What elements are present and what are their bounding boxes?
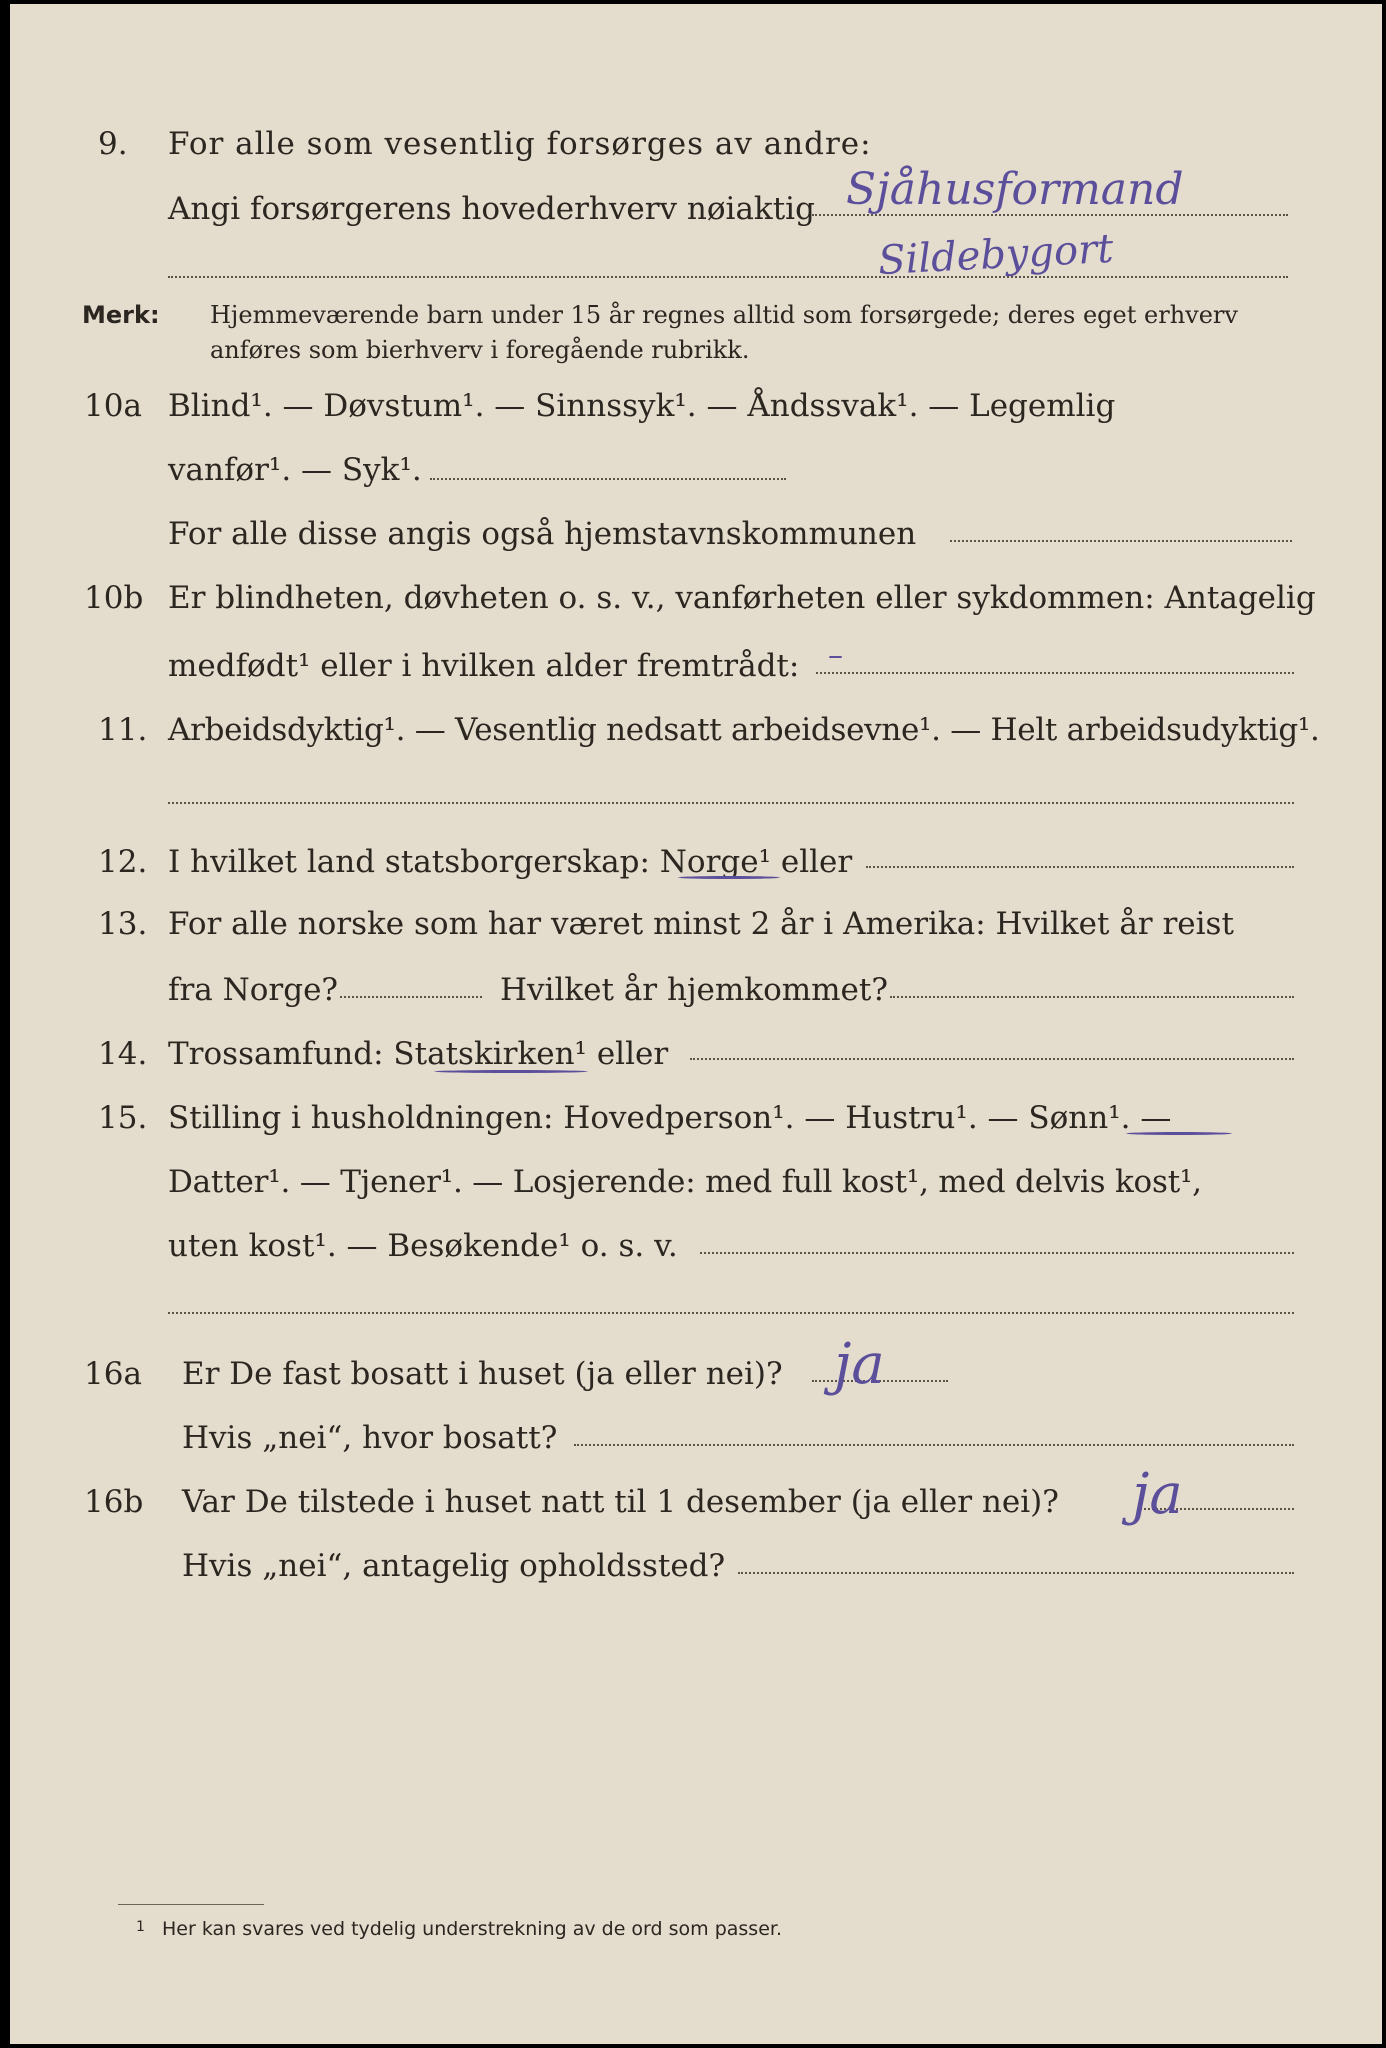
q12-line1: I hvilket land statsborgerskap: Norge¹ eller (168, 844, 853, 880)
q12-number: 12. (98, 844, 148, 880)
q11-number: 11. (98, 712, 148, 748)
q9-number: 9. (98, 126, 128, 162)
q16b-line1: Var De tilstede i huset natt til 1 desember (ja eller nei)? (182, 1484, 1059, 1520)
q13-line2b: Hvilket år hjemkommet? (500, 972, 888, 1008)
q10a-line3: For alle disse angis også hjemstavnskommunen (168, 516, 917, 552)
q16b-line2: Hvis „nei“, antagelig opholdssted? (182, 1548, 726, 1584)
merk-label: Merk: (82, 301, 160, 329)
q11-line1: Arbeidsdyktig¹. — Vesentlig nedsatt arbeidsevne¹. — Helt arbeidsudyktig¹. (168, 712, 1320, 748)
q14-dotted-line (690, 1058, 1294, 1060)
q14-line1: Trossamfund: Statskirken¹ eller (168, 1036, 669, 1072)
q14-number: 14. (98, 1036, 148, 1072)
q16b-dotted-line-2 (738, 1572, 1294, 1574)
footnote-text: Her kan svares ved tydelig understrekning av de ord som passer. (162, 1918, 782, 1940)
q9-handwritten-place: Sildebygort (876, 225, 1115, 285)
q14-statskirken-underline (434, 1070, 588, 1073)
q16a-number: 16a (84, 1356, 142, 1392)
footnote-mark: 1 (136, 1919, 145, 1935)
q9-line2: Angi forsørgerens hovederhverv nøiaktig (168, 191, 815, 227)
q16a-line2: Hvis „nei“, hvor bosatt? (182, 1420, 558, 1456)
q15-line3: uten kost¹. — Besøkende¹ o. s. v. (168, 1228, 678, 1264)
q10a-dotted-line-2 (950, 540, 1292, 542)
q10a-line1: Blind¹. — Døvstum¹. — Sinnssyk¹. — Åndssvak¹. — Legemlig (168, 388, 1116, 424)
q10b-dotted-line (816, 672, 1294, 674)
q10b-number: 10b (84, 580, 144, 616)
q16a-dotted-line-2 (574, 1444, 1294, 1446)
q15-line1: Stilling i husholdningen: Hovedperson¹. — Hustru¹. — Sønn¹. — (168, 1100, 1172, 1136)
census-form-page (10, 4, 1382, 2044)
q9-dotted-line-2 (168, 276, 1288, 278)
merk-line1: Hjemmeværende barn under 15 år regnes alltid som forsørgede; deres eget erhverv (210, 301, 1238, 329)
q15-line2: Datter¹. — Tjener¹. — Losjerende: med full kost¹, med delvis kost¹, (168, 1164, 1202, 1200)
q10a-number: 10a (84, 388, 142, 424)
q9-handwritten-occupation: Sjåhusformand (846, 164, 1184, 215)
q15-number: 15. (98, 1100, 148, 1136)
q13-line2a: fra Norge? (168, 972, 339, 1008)
q10b-handwritten-dash: – (828, 638, 843, 673)
q13-number: 13. (98, 906, 148, 942)
q13-dotted-line-2 (890, 996, 1294, 998)
q10b-line1: Er blindheten, døvheten o. s. v., vanførheten eller sykdommen: Antagelig (168, 580, 1316, 616)
q16a-handwritten-answer: ja (834, 1332, 885, 1397)
q16b-handwritten-answer: ja (1132, 1462, 1183, 1527)
q15-dotted-line-2 (168, 1312, 1294, 1314)
q16a-line1: Er De fast bosatt i huset (ja eller nei)? (182, 1356, 783, 1392)
q12-norge-underline (678, 876, 780, 879)
q15-sonn-underline (1126, 1132, 1232, 1135)
q10a-line2: vanfør¹. — Syk¹. (168, 452, 422, 488)
q9-line1: For alle som vesentlig forsørges av andre: (168, 126, 872, 162)
footnote-rule (118, 1904, 264, 1905)
q13-line1: For alle norske som har været minst 2 år i Amerika: Hvilket år reist (168, 906, 1234, 942)
q13-dotted-line-1 (340, 996, 482, 998)
q10b-line2: medfødt¹ eller i hvilken alder fremtrådt: (168, 648, 800, 684)
q10a-dotted-line-1 (430, 478, 786, 480)
q12-dotted-line (866, 866, 1294, 868)
q11-dotted-line (168, 802, 1294, 804)
q15-dotted-line-1 (700, 1252, 1294, 1254)
q16b-number: 16b (84, 1484, 144, 1520)
merk-line2: anføres som bierhverv i foregående rubrikk. (210, 336, 750, 364)
